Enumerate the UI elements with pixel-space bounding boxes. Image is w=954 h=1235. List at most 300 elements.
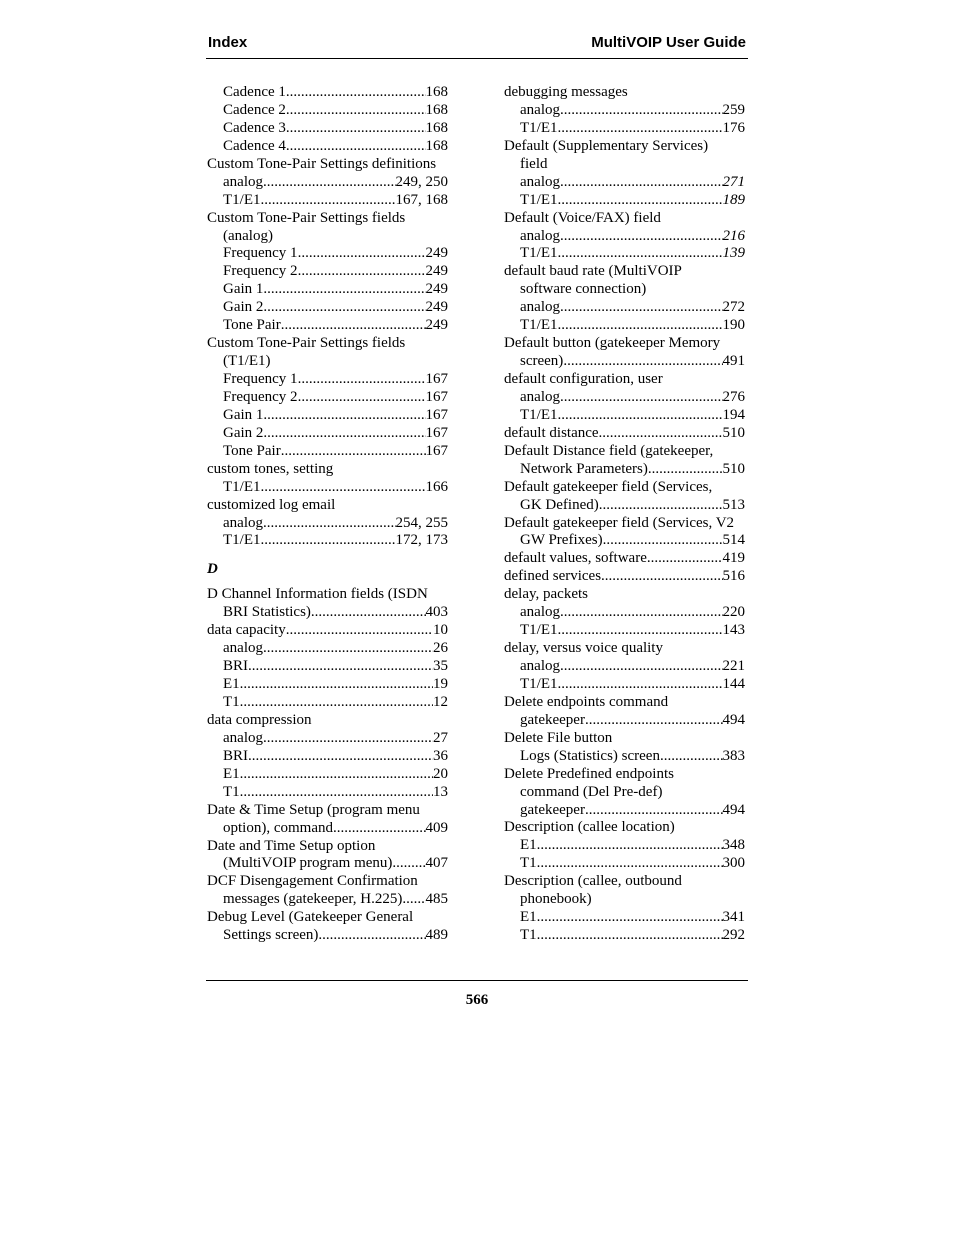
- index-entry: [504, 335, 745, 353]
- dot-leader: [311, 604, 426, 622]
- header-book-title: MultiVOIP User Guide: [591, 34, 746, 51]
- entry-page-ref: 220: [722, 604, 745, 621]
- index-subentry: [207, 532, 448, 550]
- index-entry: [504, 586, 745, 604]
- entry-term: DCF Disengagement Confirmation: [207, 873, 418, 890]
- dot-leader: [560, 389, 723, 407]
- entry-term: default baud rate (MultiVOIP: [504, 263, 682, 280]
- dot-leader: [558, 622, 723, 640]
- index-subentry: [504, 317, 745, 335]
- index-subentry: [207, 748, 448, 766]
- dot-leader: [647, 550, 723, 568]
- index-subentry: [504, 461, 745, 479]
- entry-term: Description (callee, outbound: [504, 873, 682, 890]
- index-subentry: [504, 228, 745, 246]
- index-subentry: [504, 927, 745, 945]
- entry-term: data compression: [207, 711, 312, 728]
- index-subentry: [207, 425, 448, 443]
- index-entry: [207, 210, 448, 228]
- entry-page-ref: 189: [722, 191, 745, 208]
- entry-page-ref: 272: [722, 299, 745, 316]
- index-subentry: [504, 389, 745, 407]
- entry-term: Gain 2: [223, 299, 264, 316]
- entry-page-ref: 168: [425, 84, 448, 100]
- index-subentry: [504, 245, 745, 263]
- entry-page-ref: 259: [722, 101, 745, 118]
- index-subentry: [207, 640, 448, 658]
- index-subentry: [207, 676, 448, 694]
- index-subentry: [504, 532, 745, 550]
- dot-leader: [263, 730, 433, 748]
- dot-leader: [261, 192, 396, 210]
- index-entry: [207, 838, 448, 856]
- entry-term: Default button (gatekeeper Memory: [504, 335, 721, 352]
- entry-term: delay, packets: [504, 586, 588, 603]
- entry-term: Cadence 3: [223, 119, 286, 136]
- dot-leader: [585, 712, 723, 730]
- entry-page-ref: 403: [425, 604, 448, 621]
- entry-term: Delete File button: [504, 729, 613, 746]
- entry-page-ref: 513: [722, 496, 745, 513]
- index-subentry: [504, 299, 745, 317]
- entry-term: E1: [223, 765, 240, 782]
- entry-page-ref: 249: [425, 317, 448, 334]
- entry-term: T1/E1: [520, 191, 558, 208]
- entry-term: E1: [223, 676, 240, 693]
- index-subentry: [504, 604, 745, 622]
- entry-term: debugging messages: [504, 84, 628, 100]
- dot-leader: [599, 497, 723, 515]
- entry-page-ref: 341: [722, 909, 745, 926]
- index-subentry: [504, 802, 745, 820]
- index-subentry: [504, 174, 745, 192]
- entry-term: option), command: [223, 819, 333, 836]
- index-entry: [207, 622, 448, 640]
- entry-term: Custom Tone-Pair Settings definitions: [207, 155, 437, 172]
- entry-term: T1: [520, 927, 537, 944]
- entry-page-ref: 510: [722, 460, 745, 477]
- dot-leader: [537, 927, 723, 945]
- entry-term: Gain 2: [223, 424, 264, 441]
- entry-page-ref: 514: [722, 532, 745, 549]
- entry-term: Default (Supplementary Services): [504, 137, 709, 154]
- entry-page-ref: 167: [425, 371, 448, 387]
- entry-page-ref: 249: [425, 299, 448, 316]
- index-subentry: [504, 156, 745, 174]
- dot-leader: [286, 102, 426, 120]
- index-entry: [207, 156, 448, 174]
- dot-leader: [248, 748, 433, 766]
- page-header: [206, 30, 748, 59]
- index-subentry: [504, 497, 745, 515]
- entry-term: Cadence 2: [223, 101, 286, 118]
- index-subentry: [207, 766, 448, 784]
- index-subentry: [207, 443, 448, 461]
- entry-term: software connection): [520, 281, 647, 298]
- dot-leader: [560, 102, 723, 120]
- index-subentry: [207, 120, 448, 138]
- dot-leader: [263, 515, 396, 533]
- entry-term: Frequency 1: [223, 245, 298, 262]
- entry-term: analog: [223, 640, 263, 657]
- header-section-title: Index: [208, 34, 248, 51]
- index-subentry: [207, 604, 448, 622]
- entry-term: phonebook): [520, 891, 592, 908]
- entry-page-ref: 190: [722, 317, 745, 334]
- index-subentry: [207, 228, 448, 246]
- index-entry: [504, 873, 745, 891]
- entry-term: Logs (Statistics) screen: [520, 747, 660, 764]
- section-spacer: [207, 579, 448, 586]
- entry-page-ref: 167: [425, 442, 448, 459]
- dot-leader: [261, 479, 426, 497]
- index-entry: [504, 640, 745, 658]
- entry-term: Default Distance field (gatekeeper,: [504, 442, 714, 459]
- dot-leader: [563, 353, 722, 371]
- entry-term: command (Del Pre-def): [520, 783, 663, 800]
- index-subentry: [207, 479, 448, 497]
- entry-term: Default gatekeeper field (Services, V2: [504, 514, 735, 531]
- entry-term: T1/E1: [520, 622, 558, 639]
- entry-page-ref: 194: [722, 406, 745, 423]
- entry-term: T1: [223, 694, 240, 710]
- index-subentry: [504, 712, 745, 730]
- index-entry: [504, 263, 745, 281]
- index-subentry: [207, 102, 448, 120]
- entry-page-ref: 489: [425, 927, 448, 944]
- entry-term: GK Defined): [520, 496, 599, 513]
- index-entry: [504, 694, 745, 712]
- dot-leader: [599, 425, 723, 443]
- entry-term: T1/E1: [520, 119, 558, 136]
- dot-leader: [560, 658, 723, 676]
- entry-page-ref: 139: [722, 245, 745, 262]
- section-letter-heading: D: [207, 561, 218, 578]
- entry-term: GW Prefixes): [520, 532, 603, 549]
- entry-term: analog: [223, 514, 263, 531]
- entry-term: Delete Predefined endpoints: [504, 765, 674, 782]
- entry-page-ref: 494: [722, 711, 745, 728]
- dot-leader: [263, 281, 425, 299]
- dot-leader: [537, 837, 723, 855]
- entry-term: delay, versus voice quality: [504, 640, 663, 657]
- entry-term: analog: [520, 388, 560, 405]
- entry-page-ref: 348: [722, 837, 745, 854]
- entry-term: (T1/E1): [223, 353, 271, 370]
- entry-term: T1/E1: [520, 406, 558, 423]
- entry-page-ref: 168: [425, 101, 448, 118]
- entry-term: defined services: [504, 568, 602, 585]
- dot-leader: [560, 604, 723, 622]
- entry-term: analog: [223, 729, 263, 746]
- entry-term: Gain 1: [223, 281, 264, 298]
- entry-term: analog: [520, 658, 560, 674]
- index-subentry: [207, 515, 448, 533]
- dot-leader: [298, 263, 426, 281]
- entry-term: screen): [520, 353, 564, 370]
- index-subentry: [207, 407, 448, 425]
- dot-leader: [263, 299, 425, 317]
- entry-term: Custom Tone-Pair Settings fields: [207, 209, 406, 226]
- entry-term: Tone Pair: [223, 442, 281, 459]
- dot-leader: [537, 855, 723, 873]
- entry-term: field: [520, 155, 548, 172]
- index-entry: [207, 712, 448, 730]
- index-subentry: [207, 174, 448, 192]
- entry-term: (MultiVOIP program menu): [223, 855, 393, 872]
- dot-leader: [585, 802, 723, 820]
- dot-leader: [601, 568, 722, 586]
- entry-page-ref: 271: [722, 173, 745, 190]
- entry-page-ref: 300: [722, 855, 745, 872]
- entry-term: analog: [520, 101, 560, 118]
- entry-term: data capacity: [207, 622, 286, 639]
- entry-page-ref: 143: [722, 622, 745, 639]
- entry-term: Tone Pair: [223, 317, 281, 334]
- entry-term: analog: [520, 604, 560, 621]
- entry-page-ref: 26: [433, 640, 448, 657]
- entry-term: Cadence 4: [223, 137, 286, 154]
- entry-term: E1: [520, 909, 537, 926]
- entry-term: E1: [520, 837, 537, 854]
- entry-term: BRI: [223, 658, 249, 675]
- index-entry: [207, 873, 448, 891]
- index-subentry: [504, 120, 745, 138]
- entry-page-ref: 249: [425, 281, 448, 298]
- index-subentry: [207, 820, 448, 838]
- index-subentry: [207, 353, 448, 371]
- dot-leader: [558, 120, 723, 138]
- entry-page-ref: 419: [722, 550, 745, 567]
- entry-term: Description (callee location): [504, 819, 675, 836]
- index-subentry: [207, 694, 448, 712]
- entry-page-ref: 254, 255: [395, 514, 448, 531]
- dot-leader: [240, 766, 433, 784]
- dot-leader: [286, 120, 426, 138]
- entry-term: gatekeeper: [520, 711, 585, 728]
- index-subentry: [207, 84, 448, 102]
- entry-page-ref: 13: [433, 783, 448, 800]
- entry-term: Settings screen): [223, 927, 319, 944]
- index-entry: [207, 461, 448, 479]
- index-entry: [504, 425, 745, 443]
- entry-term: T1/E1: [223, 478, 261, 495]
- entry-term: Default (Voice/FAX) field: [504, 209, 661, 226]
- index-subentry: [207, 263, 448, 281]
- dot-leader: [263, 425, 425, 443]
- index-subentry: [207, 281, 448, 299]
- dot-leader: [603, 532, 723, 550]
- entry-term: Date and Time Setup option: [207, 837, 376, 854]
- entry-term: analog: [520, 173, 560, 190]
- dot-leader: [558, 676, 723, 694]
- entry-page-ref: 510: [722, 424, 745, 441]
- entry-page-ref: 491: [722, 353, 745, 370]
- entry-term: T1/E1: [520, 245, 558, 262]
- index-entry: [504, 766, 745, 784]
- index-subentry: [504, 658, 745, 676]
- dot-leader: [298, 371, 426, 389]
- entry-page-ref: 516: [722, 568, 745, 585]
- dot-leader: [333, 820, 426, 838]
- index-column-right: [504, 84, 745, 945]
- dot-leader: [286, 138, 426, 156]
- index-entry: [207, 586, 448, 604]
- entry-page-ref: 144: [722, 675, 745, 692]
- entry-term: (analog): [223, 227, 273, 244]
- entry-page-ref: 166: [425, 478, 448, 495]
- dot-leader: [281, 317, 426, 335]
- index-subentry: [207, 784, 448, 802]
- index-subentry: [504, 784, 745, 802]
- index-entry: [504, 371, 745, 389]
- index-column-left: [207, 84, 448, 945]
- index-entry: [504, 550, 745, 568]
- entry-term: Date & Time Setup (program menu: [207, 801, 420, 818]
- dot-leader: [240, 784, 433, 802]
- index-subentry: [207, 317, 448, 335]
- index-entry: [504, 138, 745, 156]
- index-entry: [207, 497, 448, 515]
- entry-term: Default gatekeeper field (Services,: [504, 478, 713, 495]
- index-subentry: [207, 245, 448, 263]
- index-subentry: [504, 622, 745, 640]
- index-subentry: [504, 837, 745, 855]
- entry-page-ref: 27: [433, 729, 448, 746]
- entry-page-ref: 168: [425, 119, 448, 136]
- entry-term: T1/E1: [223, 191, 261, 208]
- entry-page-ref: 409: [425, 819, 448, 836]
- dot-leader: [537, 909, 723, 927]
- dot-leader: [240, 676, 433, 694]
- entry-term: T1/E1: [223, 532, 261, 549]
- entry-page-ref: 35: [433, 658, 448, 675]
- index-subentry: [207, 299, 448, 317]
- entry-page-ref: 485: [425, 891, 448, 908]
- entry-page-ref: 12: [433, 694, 448, 710]
- dot-leader: [298, 245, 426, 263]
- entry-term: Custom Tone-Pair Settings fields: [207, 335, 406, 352]
- index-subentry: [207, 927, 448, 945]
- dot-leader: [263, 640, 433, 658]
- entry-term: default configuration, user: [504, 371, 663, 387]
- dot-leader: [560, 174, 723, 192]
- entry-term: Debug Level (Gatekeeper General: [207, 909, 414, 926]
- entry-term: Gain 1: [223, 406, 264, 423]
- index-entry: [207, 909, 448, 927]
- index-entry: [504, 568, 745, 586]
- entry-term: Frequency 2: [223, 263, 298, 280]
- index-subentry: [504, 748, 745, 766]
- dot-leader: [558, 192, 723, 210]
- dot-leader: [318, 927, 425, 945]
- entry-page-ref: 249, 250: [395, 173, 448, 190]
- index-subentry: [504, 855, 745, 873]
- dot-leader: [648, 461, 723, 479]
- index-subentry: [207, 658, 448, 676]
- index-entry: [504, 730, 745, 748]
- index-subentry: [207, 855, 448, 873]
- dot-leader: [560, 299, 723, 317]
- entry-term: analog: [520, 227, 560, 244]
- entry-page-ref: 10: [433, 622, 448, 639]
- entry-term: Cadence 1: [223, 84, 286, 100]
- index-entry: [504, 443, 745, 461]
- index-subentry: [504, 909, 745, 927]
- entry-page-ref: 249: [425, 263, 448, 280]
- entry-page-ref: 494: [722, 801, 745, 818]
- index-subentry: [504, 891, 745, 909]
- dot-leader: [558, 407, 723, 425]
- dot-leader: [286, 84, 426, 102]
- entry-term: BRI: [223, 747, 249, 764]
- dot-leader: [286, 622, 433, 640]
- dot-leader: [263, 174, 396, 192]
- entry-term: BRI Statistics): [223, 604, 311, 621]
- entry-page-ref: 221: [722, 658, 745, 674]
- entry-page-ref: 36: [433, 747, 448, 764]
- entry-term: T1/E1: [520, 317, 558, 334]
- entry-term: gatekeeper: [520, 801, 585, 818]
- dot-leader: [558, 245, 723, 263]
- entry-page-ref: 167: [425, 424, 448, 441]
- entry-term: T1/E1: [520, 675, 558, 692]
- page-footer: [206, 980, 748, 1009]
- dot-leader: [298, 389, 426, 407]
- dot-leader: [240, 694, 433, 712]
- index-subentry: [207, 192, 448, 210]
- entry-page-ref: 167: [425, 406, 448, 423]
- page-number: 566: [465, 992, 489, 1008]
- index-subentry: [504, 676, 745, 694]
- entry-page-ref: 167: [425, 388, 448, 405]
- index-subentry: [504, 407, 745, 425]
- index-subentry: [207, 891, 448, 909]
- index-subentry: [504, 281, 745, 299]
- entry-page-ref: 19: [433, 676, 448, 693]
- dot-leader: [560, 228, 723, 246]
- entry-page-ref: 168: [425, 137, 448, 154]
- entry-term: analog: [223, 173, 263, 190]
- entry-page-ref: 176: [722, 119, 745, 136]
- entry-page-ref: 20: [433, 765, 448, 782]
- entry-term: T1: [520, 855, 537, 872]
- entry-page-ref: 383: [722, 747, 745, 764]
- entry-term: analog: [520, 299, 560, 316]
- entry-page-ref: 167, 168: [395, 191, 448, 208]
- index-entry: [504, 515, 745, 533]
- index-subentry: [207, 389, 448, 407]
- entry-page-ref: 172, 173: [395, 532, 448, 549]
- index-entry: [504, 479, 745, 497]
- index-subentry: [207, 138, 448, 156]
- entry-term: default values, software: [504, 550, 647, 567]
- index-subentry: [504, 192, 745, 210]
- entry-term: D Channel Information fields (ISDN: [207, 586, 428, 603]
- entry-term: default distance: [504, 424, 599, 441]
- entry-page-ref: 292: [722, 927, 745, 944]
- dot-leader: [248, 658, 433, 676]
- index-entry: [504, 84, 745, 102]
- dot-leader: [263, 407, 425, 425]
- dot-leader: [281, 443, 426, 461]
- entry-page-ref: 276: [722, 388, 745, 405]
- section-spacer: [207, 550, 448, 559]
- entry-term: messages (gatekeeper, H.225): [223, 891, 403, 908]
- dot-leader: [402, 891, 425, 909]
- index-subentry: [504, 353, 745, 371]
- index-subentry: [504, 102, 745, 120]
